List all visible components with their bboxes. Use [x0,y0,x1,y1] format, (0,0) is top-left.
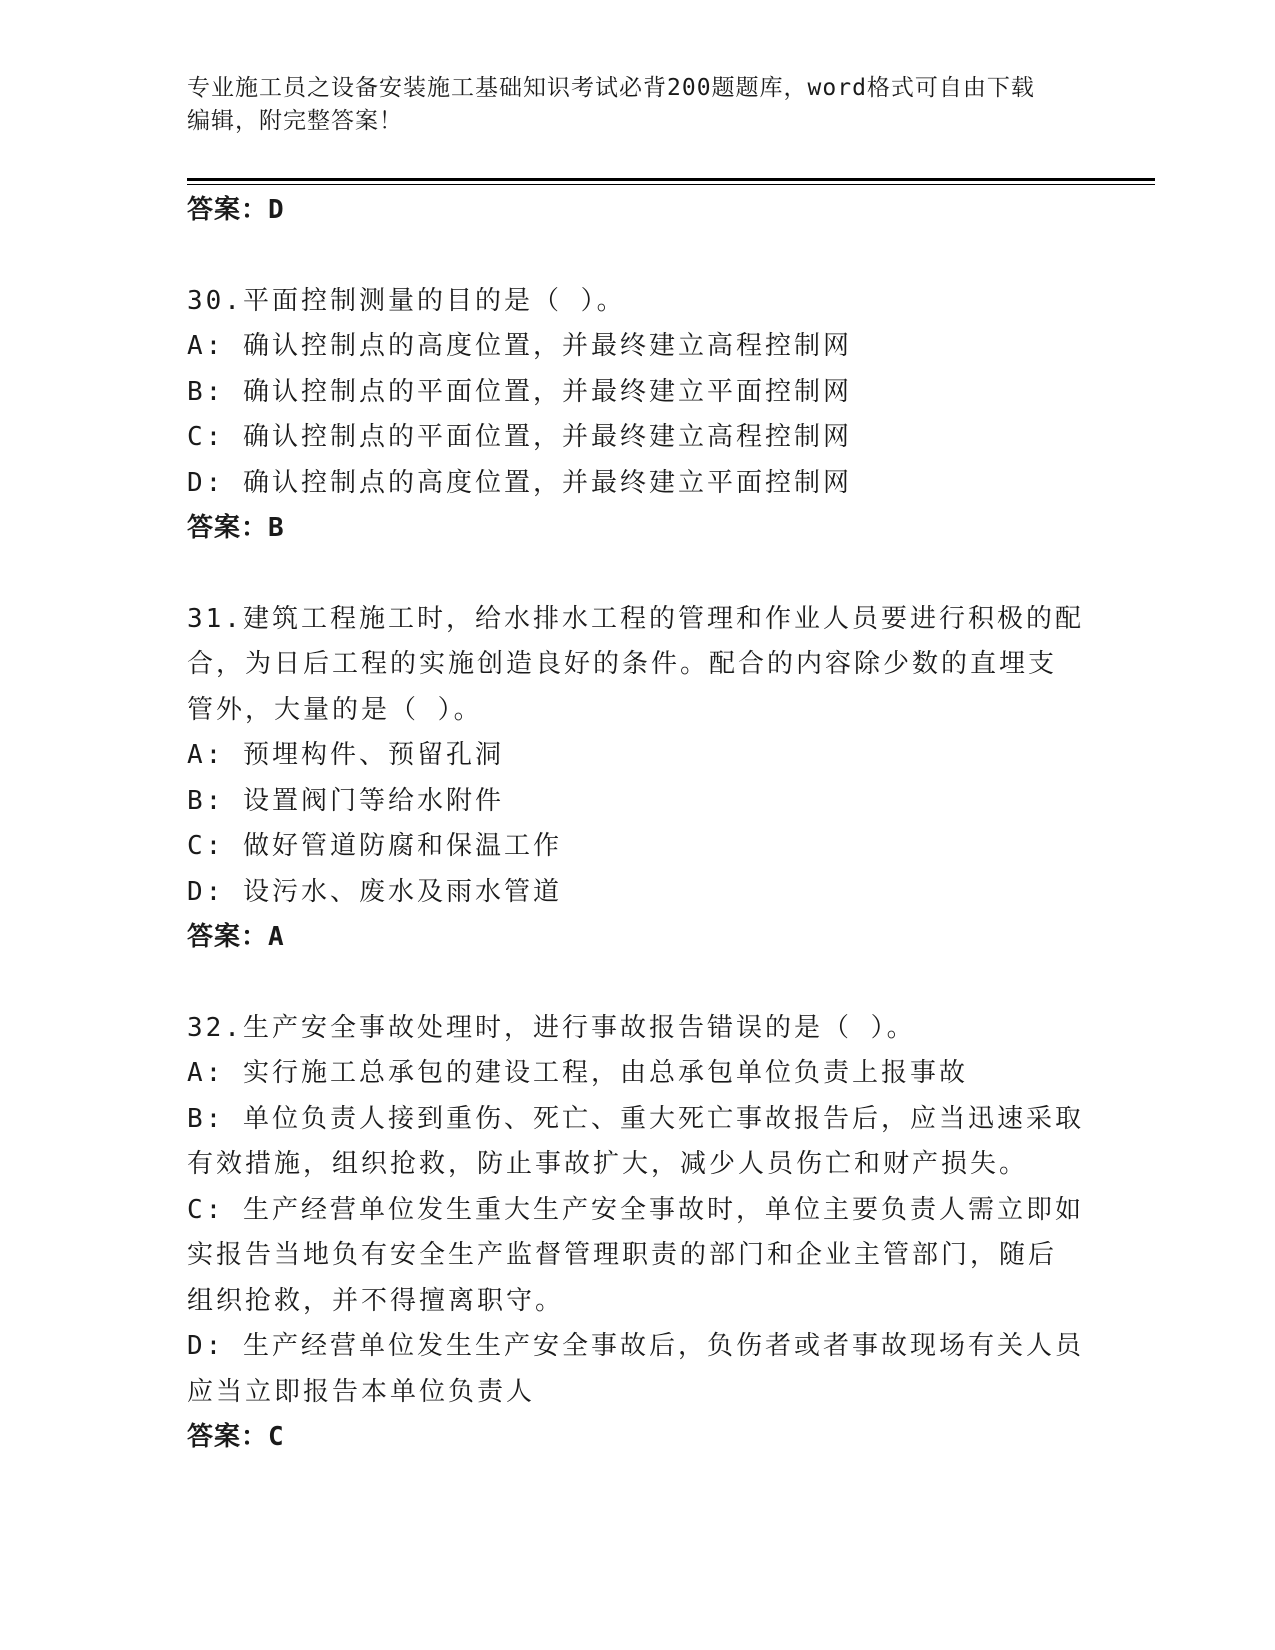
question-list [187,188,1087,1461]
option-b: B: 确认控制点的平面位置，并最终建立平面控制网 [187,376,852,407]
question-stem: 30.平面控制测量的目的是（ ）。 [187,285,626,316]
option-d: D: 设污水、废水及雨水管道 [187,876,562,907]
question-stem: 32.生产安全事故处理时，进行事故报告错误的是（ ）。 [187,1012,916,1043]
spacer [187,234,1087,279]
document-header [187,72,1087,138]
option-c: C: 做好管道防腐和保温工作 [187,831,562,861]
question-item [187,597,1087,961]
option-c: 组织抢救，并不得擅离职守。 [187,1285,565,1316]
option-b: B: 设置阀门等给水附件 [187,785,504,816]
header-line: 编辑，附完整答案！ [187,108,403,134]
question-stem: 管外，大量的是（ ）。 [187,694,483,725]
header-divider [187,178,1155,181]
option-d: D: 生产经营单位发生生产安全事故后，负伤者或者事故现场有关人员 [187,1331,1084,1361]
option-c: 实报告当地负有安全生产监督管理职责的部门和企业主管部门，随后 [187,1240,1058,1270]
spacer [187,961,1087,1006]
option-d: D: 确认控制点的高度位置，并最终建立平面控制网 [187,467,852,498]
header-line: 专业施工员之设备安装施工基础知识考试必背200题题库，word格式可自由下载 [187,75,1035,101]
question-item [187,279,1087,552]
previous-answer: 答案：D [187,195,285,225]
question-stem: 31.建筑工程施工时，给水排水工程的管理和作业人员要进行积极的配 [187,603,1084,634]
option-a: A: 实行施工总承包的建设工程，由总承包单位负责上报事故 [187,1058,968,1088]
option-c: C: 确认控制点的平面位置，并最终建立高程控制网 [187,422,852,452]
spacer [187,552,1087,597]
question-answer: 答案：B [187,513,285,543]
option-a: A: 确认控制点的高度位置，并最终建立高程控制网 [187,331,852,361]
question-answer: 答案：C [187,1422,285,1452]
option-c: C: 生产经营单位发生重大生产安全事故时，单位主要负责人需立即如 [187,1194,1084,1225]
option-a: A: 预埋构件、预留孔洞 [187,740,504,770]
question-stem: 合，为日后工程的实施创造良好的条件。配合的内容除少数的直埋支 [187,649,1058,679]
question-answer: 答案：A [187,922,285,952]
header-divider-thin [187,184,1155,185]
option-b: B: 单位负责人接到重伤、死亡、重大死亡事故报告后，应当迅速采取 [187,1103,1084,1134]
option-d: 应当立即报告本单位负责人 [187,1376,536,1407]
option-b: 有效措施，组织抢救，防止事故扩大，减少人员伤亡和财产损失。 [187,1149,1029,1179]
question-item [187,1006,1087,1461]
